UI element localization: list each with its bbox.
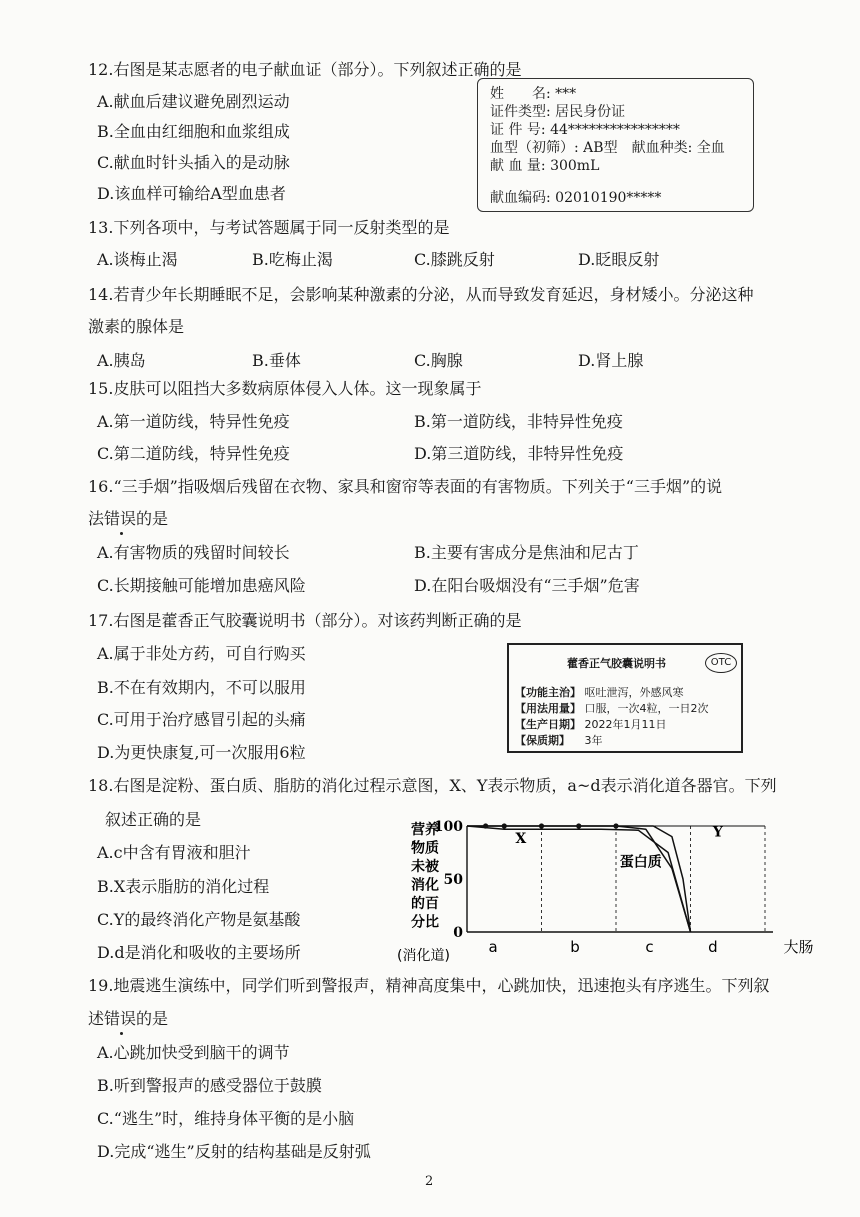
q16-option-c: C.长期接触可能增加患癌风险 (97, 576, 306, 595)
q16-stem-pre: 法 (88, 509, 105, 528)
leaflet-key: 【功能主治】 (515, 686, 581, 699)
series-line (467, 826, 691, 932)
x-tick-label: c (645, 938, 654, 956)
q14-stem-line2: 激素的腺体是 (88, 317, 185, 336)
leaflet-key: 【生产日期】 (515, 718, 581, 731)
leaflet-row (515, 687, 684, 698)
q18-option-c: C.Y的最终消化产物是氨基酸 (97, 910, 301, 929)
y-axis-label: 消化 (411, 877, 439, 894)
q17-stem: 17.右图是藿香正气胶囊说明书（部分）。对该药判断正确的是 (88, 611, 522, 630)
q19-option-c: C.“逃生”时，维持身体平衡的是小脑 (97, 1109, 355, 1128)
q15-stem: 15.皮肤可以阻挡大多数病原体侵入人体。这一现象属于 (88, 379, 482, 398)
digestion-chart (395, 812, 814, 972)
q13-option-d: D.眨眼反射 (578, 250, 660, 269)
medicine-leaflet (507, 643, 743, 753)
q18-stem-line2: 叙述正确的是 (105, 810, 202, 829)
q19-option-a: A.心跳加快受到脑干的调节 (97, 1043, 290, 1062)
q19-emphasis: 错误 (104, 1009, 137, 1028)
cert-volume: 献 血 量: 300mL (490, 158, 600, 174)
leaflet-value: 口服，一次4粒，一日2次 (584, 702, 709, 715)
q17-option-d: D.为更快康复,可一次服用6粒 (97, 743, 306, 762)
y-tick-label: 100 (433, 819, 463, 835)
q19-stem-pre: 述 (88, 1009, 105, 1028)
blood-donation-certificate (477, 78, 754, 212)
leaflet-value: 呕吐泄泻，外感风寒 (584, 686, 684, 699)
q18-option-a: A.c中含有胃液和胆汁 (97, 843, 251, 862)
q15-option-c: C.第二道防线，特异性免疫 (97, 444, 290, 463)
leaflet-key: 【用法用量】 (515, 702, 581, 715)
q13-option-b: B.吃梅止渴 (252, 250, 333, 269)
y-axis-label: 营养 (411, 822, 439, 838)
q19-stem-post: 的是 (136, 1009, 169, 1028)
q16-stem-post: 的是 (136, 509, 169, 528)
data-point (483, 823, 488, 828)
q12-option-c: C.献血时针头插入的是动脉 (97, 153, 290, 172)
cert-id-number: 证 件 号: 44**************** (490, 122, 680, 138)
leaflet-value: 3年 (573, 734, 603, 747)
x-axis-label: (消化道) (397, 948, 450, 964)
otc-badge: OTC (705, 653, 737, 673)
q15-option-d: D.第三道防线，非特异性免疫 (414, 444, 624, 463)
leaflet-row (515, 735, 603, 746)
q15-option-b: B.第一道防线，非特异性免疫 (414, 412, 623, 431)
q18-option-d: D.d是消化和吸收的主要场所 (97, 943, 301, 962)
q19-stem-line1: 19.地震逃生演练中，同学们听到警报声，精神高度集中，心跳加快，迅速抱头有序逃生。下列叙 (88, 976, 770, 995)
data-point (539, 823, 544, 828)
q13-stem: 13.下列各项中，与考试答题属于同一反射类型的是 (88, 218, 450, 237)
y-axis-label: 的百 (411, 896, 439, 912)
cert-name: 姓 名: *** (490, 86, 577, 102)
q16-option-b: B.主要有害成分是焦油和尼古丁 (414, 543, 639, 562)
page-number: 2 (425, 1174, 434, 1189)
q14-stem-line1: 14.若青少年长期睡眠不足，会影响某种激素的分泌，从而导致发育延迟，身材矮小。分泌这种 (88, 285, 754, 304)
cert-id-type: 证件类型: 居民身份证 (490, 104, 626, 120)
q19-option-b: B.听到警报声的感受器位于鼓膜 (97, 1076, 322, 1095)
leaflet-key: 【保质期】 (515, 734, 570, 747)
series-line (467, 826, 691, 932)
q17-option-a: A.属于非处方药，可自行购买 (97, 644, 306, 663)
series-line (467, 826, 691, 932)
q18-option-b: B.X表示脂肪的消化过程 (97, 877, 270, 896)
x-tick-label: 大肠 (783, 938, 814, 956)
data-point (576, 823, 581, 828)
y-axis-label: 未被 (411, 859, 439, 875)
leaflet-title: 藿香正气胶囊说明书 (567, 657, 666, 670)
q19-stem-line2 (88, 1011, 168, 1027)
q13-option-c: C.膝跳反射 (414, 250, 495, 269)
leaflet-row (515, 703, 709, 714)
q12-option-a: A.献血后建议避免剧烈运动 (97, 92, 290, 111)
q17-option-c: C.可用于治疗感冒引起的头痛 (97, 710, 306, 729)
q14-option-a: A.胰岛 (97, 351, 146, 370)
q13-option-a: A.谈梅止渴 (97, 250, 178, 269)
y-tick-label: 0 (453, 925, 463, 941)
q16-option-d: D.在阳台吸烟没有“三手烟”危害 (414, 576, 640, 595)
q16-option-a: A.有害物质的残留时间较长 (97, 543, 290, 562)
x-tick-label: a (488, 938, 498, 956)
data-point (613, 823, 618, 828)
q14-option-c: C.胸腺 (414, 351, 463, 370)
series-label: X (515, 830, 527, 847)
q12-option-d: D.该血样可输给A型血患者 (97, 184, 286, 203)
q16-stem-line2 (88, 511, 168, 527)
y-tick-label: 50 (443, 872, 463, 888)
leaflet-value: 2022年1月11日 (584, 718, 667, 731)
q16-stem-line1: 16.“三手烟”指吸烟后残留在衣物、家具和窗帘等表面的有害物质。下列关于“三手烟”的说 (88, 477, 723, 496)
q15-option-a: A.第一道防线，特异性免疫 (97, 412, 290, 431)
leaflet-row (515, 719, 667, 730)
q12-option-b: B.全血由红细胞和血浆组成 (97, 122, 290, 141)
x-tick-label: b (570, 938, 580, 956)
data-point (502, 823, 507, 828)
cert-blood-type: 血型（初筛）: AB型 献血种类: 全血 (490, 140, 725, 156)
q18-stem-line1: 18.右图是淀粉、蛋白质、脂肪的消化过程示意图，X、Y表示物质，a~d表示消化道各器官。下列 (88, 776, 777, 795)
q19-option-d: D.完成“逃生”反射的结构基础是反射弧 (97, 1142, 371, 1161)
series-label: Y (712, 824, 723, 841)
x-tick-label: d (708, 938, 718, 956)
q17-option-b: B.不在有效期内，不可以服用 (97, 678, 306, 697)
cert-code: 献血编码: 02010190***** (490, 190, 662, 206)
q14-option-b: B.垂体 (252, 351, 301, 370)
series-label: 蛋白质 (619, 854, 662, 871)
q12-stem: 12.右图是某志愿者的电子献血证（部分）。下列叙述正确的是 (88, 60, 522, 79)
q14-option-d: D.肾上腺 (578, 351, 644, 370)
y-axis-label: 物质 (411, 840, 439, 857)
q16-emphasis: 错误 (104, 509, 137, 528)
y-axis-label: 分比 (411, 914, 439, 931)
